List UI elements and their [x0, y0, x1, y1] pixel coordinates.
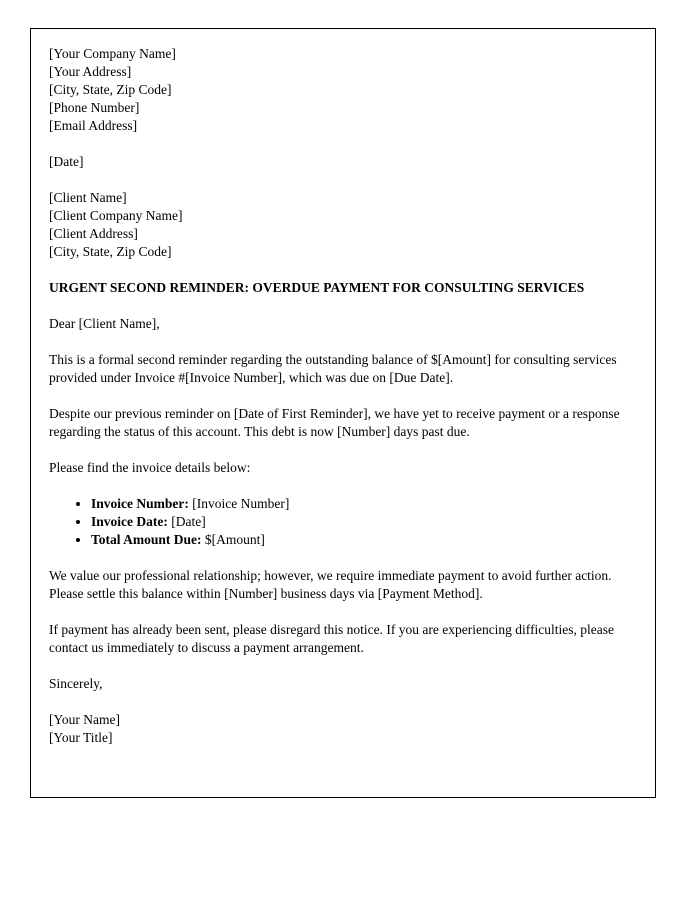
bullet-value: $[Amount] — [204, 532, 265, 547]
list-item-invoice-number — [91, 495, 637, 513]
paragraph-immediate-payment: We value our professional relationship; however, we require immediate payment to avoid further action. Please settle this balance within [Number] business days via [Payment Method]. — [49, 568, 612, 601]
sender-email: [Email Address] — [49, 118, 138, 133]
salutation: Dear [Client Name], — [49, 316, 160, 331]
list-item-invoice-date — [91, 513, 637, 531]
bullet-label: Total Amount Due: — [91, 532, 202, 547]
paragraph-previous-reminder: Despite our previous reminder on [Date of First Reminder], we have yet to receive payment or a response regarding the status of this account. This debt is now [Number] days past due. — [49, 406, 620, 439]
recipient-company: [Client Company Name] — [49, 208, 183, 223]
signature-title: [Your Title] — [49, 730, 113, 745]
paragraph-disregard-notice: If payment has already been sent, please disregard this notice. If you are experiencing difficulties, please contact us immediately to discuss a payment arrangement. — [49, 622, 615, 655]
recipient-address: [Client Address] — [49, 226, 138, 241]
sender-address: [Your Address] — [49, 64, 132, 79]
bullet-value: [Date] — [171, 514, 206, 529]
letter-page — [30, 28, 656, 798]
bullet-label: Invoice Number: — [91, 496, 189, 511]
bullet-label: Invoice Date: — [91, 514, 168, 529]
sender-phone: [Phone Number] — [49, 100, 140, 115]
signature-name: [Your Name] — [49, 712, 120, 727]
date-line: [Date] — [49, 154, 84, 169]
sender-city: [City, State, Zip Code] — [49, 82, 172, 97]
recipient-block — [49, 189, 637, 261]
date-block — [49, 153, 637, 171]
recipient-name: [Client Name] — [49, 190, 127, 205]
subject-heading: URGENT SECOND REMINDER: OVERDUE PAYMENT FOR CONSULTING SERVICES — [49, 280, 585, 295]
recipient-city: [City, State, Zip Code] — [49, 244, 172, 259]
invoice-details-list — [49, 495, 637, 549]
closing: Sincerely, — [49, 676, 103, 691]
signature-block — [49, 711, 637, 747]
letter-document — [49, 45, 637, 747]
sender-company: [Your Company Name] — [49, 46, 176, 61]
sender-block — [49, 45, 637, 135]
list-item-total-amount — [91, 531, 637, 549]
bullet-value: [Invoice Number] — [192, 496, 290, 511]
paragraph-details-intro: Please find the invoice details below: — [49, 460, 251, 475]
paragraph-balance: This is a formal second reminder regarding the outstanding balance of $[Amount] for consulting services provided under Invoice #[Invoice Number], which was due on [Due Date]. — [49, 352, 617, 385]
